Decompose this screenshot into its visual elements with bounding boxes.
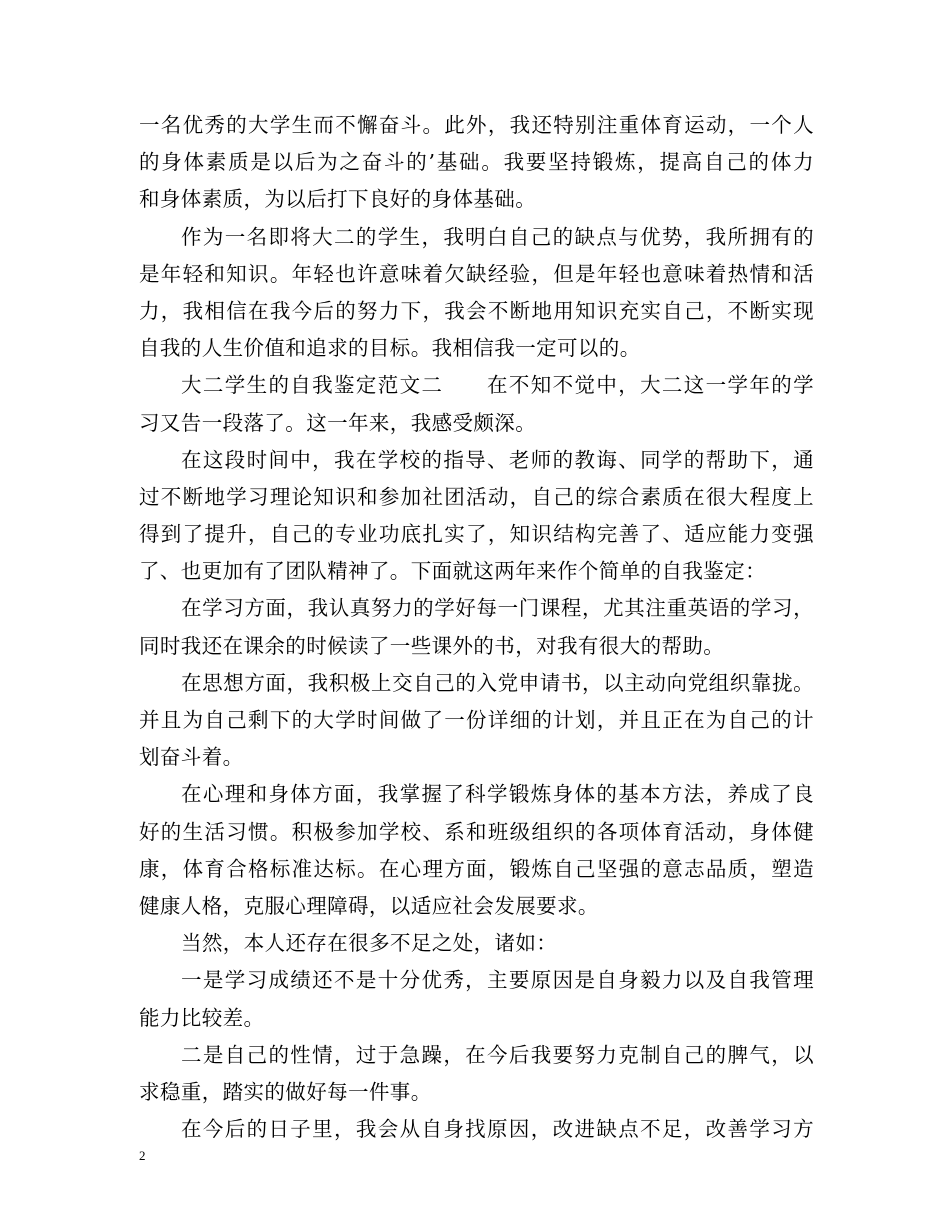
text-line: 一名优秀的大学生而不懈奋斗。此外，我还特别注重体育运动，一个人 <box>139 113 814 137</box>
text-line: 并且为自己剩下的大学时间做了一份详细的计划，并且正在为自己的计 <box>139 708 814 732</box>
text-line: 二是自己的性情，过于急躁，在今后我要努力克制自己的脾气，以 <box>181 1042 814 1067</box>
text-line: 作为一名即将大二的学生，我明白自己的缺点与优势，我所拥有的 <box>181 224 814 249</box>
text-line: 的身体素质是以后为之奋斗的’基础。我要坚持锻炼，提高自己的体力 <box>139 150 814 175</box>
text-line: 同时我还在课余的时候读了一些课外的书，对我有很大的帮助。 <box>139 633 725 658</box>
page-number: 2 <box>139 1148 146 1163</box>
text-line: 好的生活习惯。积极参加学校、系和班级组织的各项体育活动，身体健 <box>139 819 814 844</box>
text-line: 力，我相信在我今后的努力下，我会不断地用知识充实自己，不断实现 <box>139 298 814 323</box>
text-line: 健康人格，克服心理障碍，以适应社会发展要求。 <box>139 893 599 918</box>
text-line: 自我的人生价值和追求的目标。我相信我一定可以的。 <box>139 336 641 361</box>
text-line: 划奋斗着。 <box>139 745 244 770</box>
text-line: 在今后的日子里，我会从自身找原因，改进缺点不足，改善学习方 <box>181 1117 814 1142</box>
text-line: 在学习方面，我认真努力的学好每一门课程，尤其注重英语的学习， <box>181 596 814 621</box>
text-line: 康，体育合格标准达标。在心理方面，锻炼自己坚强的意志品质，塑造 <box>139 856 814 881</box>
text-line: 过不断地学习理论知识和参加社团活动，自己的综合素质在很大程度上 <box>139 484 814 509</box>
text-line: 大二学生的自我鉴定范文二 在不知不觉中，大二这一学年的学 <box>181 373 814 398</box>
text-line: 和身体素质，为以后打下良好的身体基础。 <box>139 187 537 212</box>
text-line: 在思想方面，我积极上交自己的入党申请书，以主动向党组织靠拢。 <box>181 670 814 695</box>
text-line: 在心理和身体方面，我掌握了科学锻炼身体的基本方法，养成了良 <box>181 782 814 807</box>
text-line: 能力比较差。 <box>139 1005 265 1030</box>
text-line: 是年轻和知识。年轻也许意味着欠缺经验，但是年轻也意味着热情和活 <box>139 261 814 286</box>
text-line: 了、也更加有了团队精神了。下面就这两年来作个简单的自我鉴定： <box>139 559 766 584</box>
text-line: 习又告一段落了。这一年来，我感受颇深。 <box>139 410 537 435</box>
text-line: 求稳重，踏实的做好每一件事。 <box>139 1079 432 1104</box>
text-line: 一是学习成绩还不是十分优秀，主要原因是自身毅力以及自我管理 <box>181 968 814 993</box>
document-body <box>139 107 814 1148</box>
text-line: 得到了提升，自己的专业功底扎实了，知识结构完善了、适应能力变强 <box>139 522 814 547</box>
text-line: 在这段时间中，我在学校的指导、老师的教诲、同学的帮助下，通 <box>181 447 814 472</box>
text-line: 当然，本人还存在很多不足之处，诸如： <box>181 931 558 956</box>
